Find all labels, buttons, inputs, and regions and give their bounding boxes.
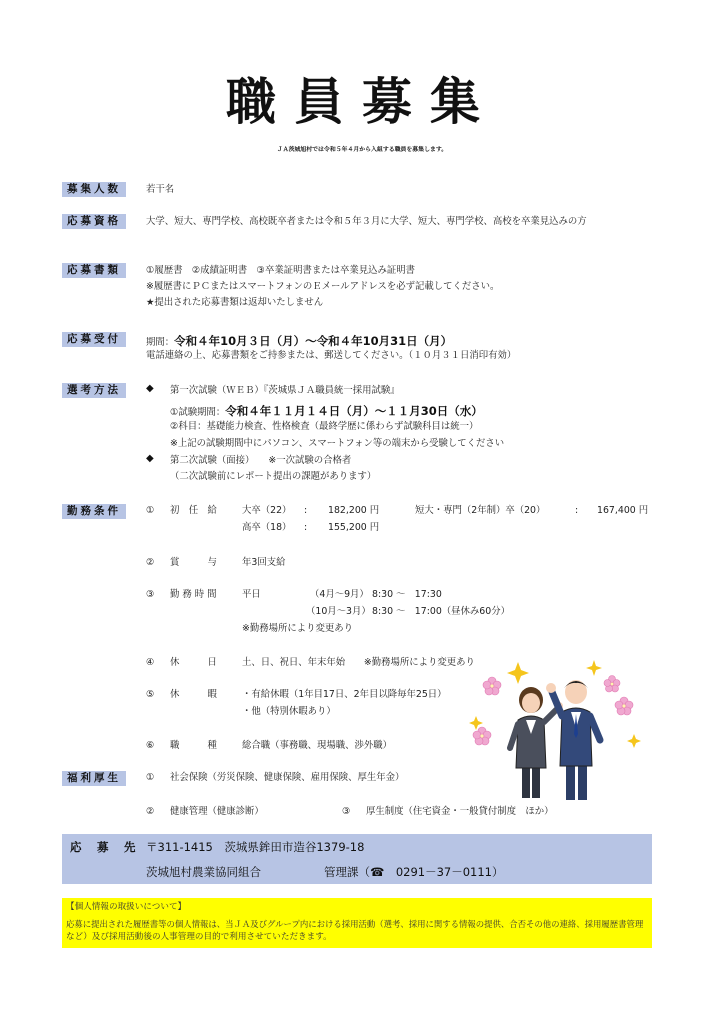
label-welfare: 福利厚生: [62, 771, 126, 786]
contact-org: 茨城旭村農業協同組合: [146, 865, 261, 879]
salary-label: 初 任 給: [170, 505, 217, 516]
leave-line-1: ・有給休暇（1年目17日、2年目以降毎年25日）: [242, 689, 447, 700]
holiday-value: 土、日、祝日、年末年始 ※勤務場所により変更あり: [242, 657, 475, 668]
salary-univ-colon: :: [304, 505, 308, 516]
salary-univ: 大卒（22）: [242, 505, 292, 516]
selection-subject: ②科目：基礎能力検査、性格検査（最終学歴に係わらず試験科目は統一）: [170, 421, 479, 432]
documents-line-3: ★提出された応募書類は返却いたしません: [146, 297, 324, 308]
hours-note: ※勤務場所により変更あり: [242, 623, 353, 634]
hours-number: ③: [146, 589, 155, 600]
bonus-number: ②: [146, 557, 155, 568]
welfare-number-3: ③: [342, 806, 351, 817]
page-title: 職員募集: [226, 72, 498, 131]
leave-number: ⑤: [146, 689, 155, 700]
welfare-item-2: 健康管理（健康診断）: [170, 806, 264, 817]
label-qualification: 応募資格: [62, 214, 126, 229]
job-value: 総合職（事務職、現場職、渉外職）: [242, 740, 393, 751]
salary-high: 高卒（18）: [242, 522, 292, 533]
hours-weekday: 平日: [242, 589, 261, 600]
salary-number: ①: [146, 505, 155, 516]
cheering-staff-illustration: [466, 656, 646, 806]
privacy-line-1: 応募に提出された履歴書等の個人情報は、当ＪＡ及びグループ内における採用活動（選考、採用に関する情報の提供、合否その他の連絡、採用履歴書管理: [66, 919, 644, 929]
salary-high-colon: :: [304, 522, 308, 533]
man-figure-icon: [546, 680, 600, 800]
contact-box: [62, 834, 652, 884]
selection-note: ※上記の試験期間中にパソコン、スマートフォン等の端末から受験してください: [170, 438, 505, 449]
documents-line-2: ※履歴書にＰＣまたはスマートフォンのＥメールアドレスを必ず記載してください。: [146, 281, 500, 292]
hours-summer: （4月～9月）: [310, 589, 369, 600]
selection-period-prefix: ①試験期間：: [170, 407, 226, 418]
selection-bullet-2: ◆: [146, 453, 154, 464]
welfare-number-2: ②: [146, 806, 155, 817]
salary-high-amount: 155,200 円: [328, 522, 380, 533]
bonus-label: 賞 与: [170, 557, 217, 568]
label-documents: 応募書類: [62, 263, 126, 278]
qualification-value: 大学、短大、専門学校、高校既卒者または令和５年３月に大学、短大、専門学校、高校を卒業見込みの方: [146, 216, 587, 227]
page-subtitle: ＪＡ茨城旭村では令和５年４月から入組する職員を募集します。: [276, 147, 448, 153]
contact-label: 応 募 先: [70, 840, 138, 854]
welfare-item-1: 社会保険（労災保険、健康保険、雇用保険、厚生年金）: [170, 772, 405, 783]
count-value: 若干名: [146, 184, 175, 195]
reception-period: 令和４年10月３日（月）～令和４年10月31日（月）: [174, 334, 453, 348]
selection-bullet-1: ◆: [146, 383, 154, 394]
job-number: ⑥: [146, 740, 155, 751]
holiday-label: 休 日: [170, 657, 217, 668]
leave-line-2: ・他（特別休暇あり）: [242, 706, 336, 717]
privacy-heading: 【個人情報の取扱いについて】: [66, 902, 187, 912]
salary-college-colon: :: [575, 505, 579, 516]
welfare-item-3: 厚生制度（住宅資金・一般貸付制度 ほか）: [366, 806, 554, 817]
selection-period-row: [170, 400, 483, 419]
selection-second-note: （二次試験前にレポート提出の課題があります）: [170, 471, 377, 482]
contact-dept: 管理課（☎ 0291－37－0111）: [324, 865, 504, 879]
selection-second: 第二次試験（面接） ※一次試験の合格者: [170, 455, 352, 466]
leave-label: 休 暇: [170, 689, 217, 700]
reception-note: 電話連絡の上、応募書類をご持参または、郵送してください。（１０月３１日消印有効）: [146, 350, 517, 361]
job-label: 職 種: [170, 740, 217, 751]
hours-winter-time: 8:30 ～ 17:00（昼休み60分）: [372, 606, 510, 617]
bonus-value: 年3回支給: [242, 557, 286, 568]
salary-univ-amount: 182,200 円: [328, 505, 380, 516]
salary-college: 短大・専門（2年制）卒（20）: [415, 505, 546, 516]
label-reception: 応募受付: [62, 332, 126, 347]
reception-period-prefix: 期間：: [146, 337, 175, 348]
contact-address: 〒311-1415 茨城県鉾田市造谷1379-18: [146, 840, 365, 854]
label-selection: 選考方法: [62, 383, 126, 398]
documents-line-1: ①履歴書 ②成績証明書 ③卒業証明書または卒業見込み証明書: [146, 265, 415, 276]
privacy-notice: [62, 898, 652, 948]
hours-winter: （10月～3月）: [306, 606, 371, 617]
reception-period-row: [146, 330, 452, 349]
label-count: 募集人数: [62, 182, 126, 197]
salary-college-amount: 167,400 円: [597, 505, 649, 516]
hours-summer-time: 8:30 ～ 17:30: [372, 589, 442, 600]
selection-period: 令和４年１１月１４日（月）～１１月30日（水）: [225, 404, 483, 418]
hours-label: 勤 務 時 間: [170, 589, 217, 600]
privacy-line-2: など）及び採用活動後の人事管理の目的で利用させていただきます。: [66, 932, 332, 942]
holiday-number: ④: [146, 657, 155, 668]
selection-first: 第一次試験（ＷＥＢ）『茨城県ＪＡ職員統一採用試験』: [170, 385, 400, 396]
welfare-number-1: ①: [146, 772, 155, 783]
label-conditions: 勤務条件: [62, 504, 126, 519]
